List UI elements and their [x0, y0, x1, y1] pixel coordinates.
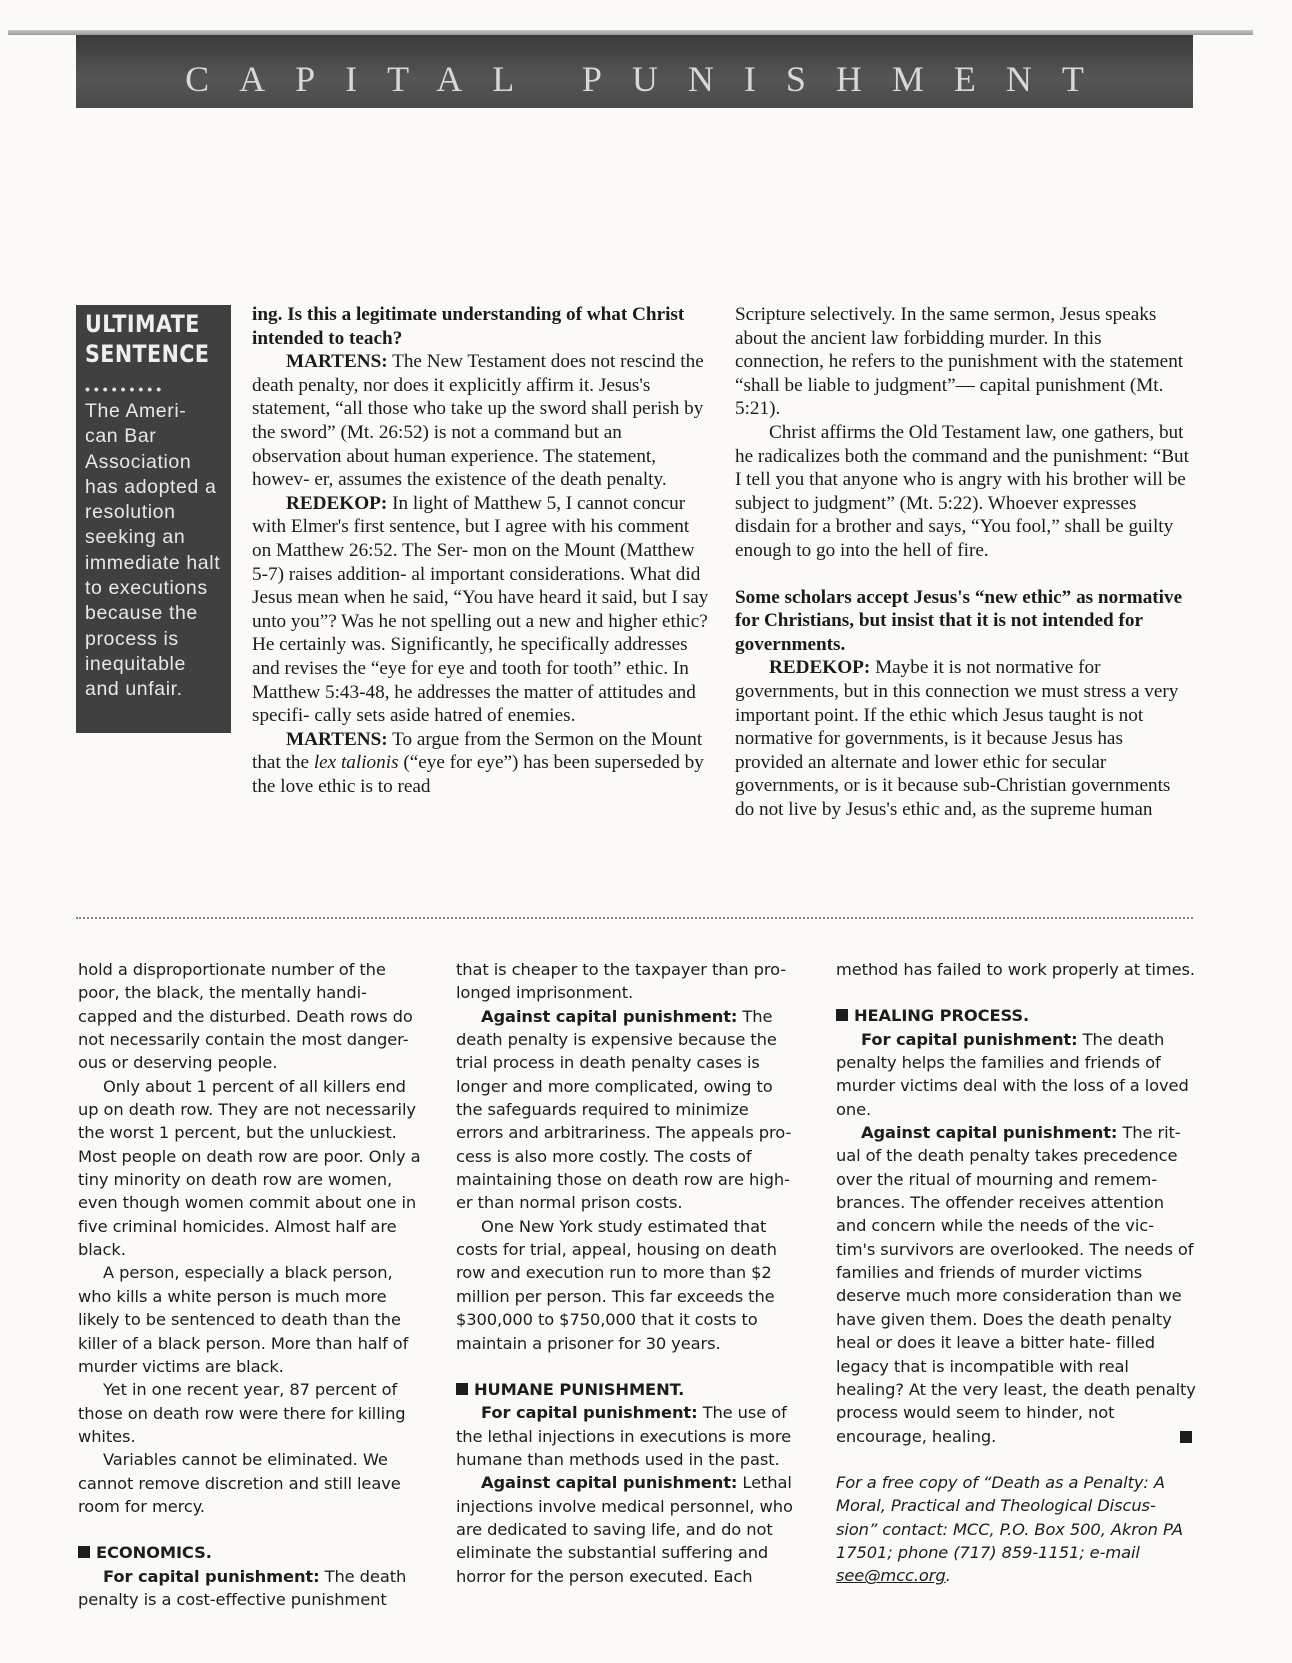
- latin-term: lex talionis: [313, 752, 399, 774]
- contact-note: [836, 1471, 1196, 1588]
- paragraph: One New York study estimated that costs for trial, appeal, housing on death row and execution run to more than $2 million per person. This far exceeds the $300,000 to $750,000 that it costs to maintain a prisoner for 30 years.: [456, 1216, 777, 1353]
- argument-text: The rit- ual of the death penalty takes precedence over the ritual of mourning and remem- brances. The offender receives attention and concern while the needs of the vic- tim's survivors are overlooked. The needs of families and friends of murder victims deserve much more consideration than we have given them. Does the death penalty heal or does it leave a bitter hate- filled legacy that is incompatible with real healing? At the very least, the death penalty process would seem to hinder, not encourage, healing.: [836, 1123, 1196, 1446]
- paragraph: [252, 728, 712, 799]
- square-bullet-icon: [456, 1383, 468, 1395]
- paragraph: A person, especially a black person, who kills a white person is much more likely to be sentenced to death than the killer of a black person. More than half of murder victims are black.: [78, 1263, 409, 1376]
- bottom-column-1: [78, 958, 430, 1611]
- paragraph: [836, 1121, 1196, 1448]
- answer-text: To argue from the Sermon on the Mount that the: [252, 728, 703, 774]
- answer-text: Maybe it is not normative for governments, but in this connection we must stress a very important point. If the ethic which Jesus taught is not normative for governments, is it because Jesus has provided an alternate and lower ethic for secular governments, or is it because sub-Christian governments do not live by Jesus's ethic and, as the supreme human: [735, 657, 1179, 820]
- paragraph: method has failed to work properly at times.: [836, 960, 1195, 979]
- paragraph: Yet in one recent year, 87 percent of those on death row were there for killing whites.: [78, 1380, 406, 1446]
- subhead-label: HEALING PROCESS.: [854, 1006, 1030, 1026]
- paragraph: Scripture selectively. In the same sermon, Jesus speaks about the ancient law forbidding murder. In this connection, he refers to the punishment with the statement “shall be liable to judgment”— capital punishment (Mt. 5:21).: [735, 304, 1184, 420]
- sidebar-dots: •••••••••: [85, 381, 166, 397]
- email-link[interactable]: see@mcc.org: [836, 1566, 946, 1586]
- for-label: For capital punishment:: [481, 1403, 698, 1423]
- argument-text: The use of the lethal injections in executions is more humane than methods used in the past.: [456, 1403, 792, 1469]
- end-mark-icon: [1180, 1431, 1192, 1443]
- for-label: For capital punishment:: [861, 1029, 1078, 1049]
- argument-text: The death penalty helps the families and friends of murder victims deal with the loss of a loved one.: [836, 1029, 1189, 1119]
- subhead-economics: [78, 1541, 430, 1564]
- sidebar-title-line1: ULTIMATE: [85, 310, 200, 338]
- speaker-name: MARTENS:: [286, 351, 388, 373]
- sidebar-title-line2: SENTENCE: [85, 340, 210, 368]
- bottom-column-3: [836, 958, 1196, 1588]
- square-bullet-icon: [78, 1546, 90, 1558]
- paragraph: [456, 1471, 801, 1588]
- argument-text: Lethal injections involve medical personnel, who are dedicated to saving life, and do not eliminate the substantial suffering and horror for the person executed. Each: [456, 1473, 793, 1586]
- argument-text: The death penalty is expensive because the trial process in death penalty cases is longer and more complicated, owing to the safeguards required to minimize errors and arbitrariness. The appeals pro- cess is also more costly. The costs of maintaining those on death row are high- er than normal prison costs.: [456, 1006, 792, 1213]
- argument-text: The death penalty is a cost-effective punishment: [78, 1566, 407, 1609]
- subhead-label: ECONOMICS.: [96, 1543, 212, 1563]
- subhead-humane: [456, 1378, 801, 1401]
- paragraph: that is cheaper to the taxpayer than pro- longed imprisonment.: [456, 960, 787, 1003]
- subhead-label: HUMANE PUNISHMENT.: [474, 1379, 685, 1399]
- section-banner: [76, 35, 1193, 108]
- paragraph: [456, 1401, 801, 1471]
- interview-column-1: [252, 303, 712, 798]
- against-label: Against capital punishment:: [861, 1123, 1118, 1143]
- speaker-name: REDEKOP:: [286, 492, 388, 514]
- against-label: Against capital punishment:: [481, 1006, 738, 1026]
- section-title: CAPITAL PUNISHMENT: [185, 59, 1114, 99]
- answer-text: The New Testament does not rescind the death penalty, nor does it explicitly affirm it. Jesus's statement, “all those who take up the sword shall perish by the sword” (Mt. 26:52) is not a command but an observation about human experience. The statement, howev- er, assumes the existence of the death penalty.: [252, 351, 704, 491]
- paragraph: [836, 1028, 1196, 1121]
- interview-column-2: [735, 303, 1193, 821]
- sidebar-text: The Ameri- can Bar Association has adopted a resolution seeking an immediate halt to executions because the process is inequitable and unfair.: [85, 400, 221, 701]
- for-label: For capital punishment:: [103, 1566, 320, 1586]
- question-text: ing. Is this a legitimate understanding of what Christ intended to teach?: [252, 304, 685, 349]
- sidebar-title: [85, 309, 231, 369]
- dotted-divider: [76, 917, 1193, 919]
- answer-text: (“eye for eye”) has been superseded by the love ethic is to read: [252, 752, 704, 797]
- note-end: .: [945, 1566, 951, 1586]
- paragraph: Only about 1 percent of all killers end up on death row. They are not necessarily the worst 1 percent, but the unluckiest. Most people on death row are poor. Only a tiny minority on death row are women, even though women commit about one in five criminal homicides. Almost half are black.: [78, 1076, 421, 1260]
- paragraph: [735, 656, 1193, 821]
- paragraph: [456, 1005, 801, 1215]
- paragraph: Christ affirms the Old Testament law, one gathers, but he radicalizes both the command and the punishment: “But I tell you that anyone who is angry with his brother will be subject to judgment” (Mt. 5:22). Whoever expresses disdain for a brother and says, “You fool,” shall be guilty enough to go into the hell of fire.: [735, 421, 1189, 561]
- note-text: For a free copy of “Death as a Penalty: A Moral, Practical and Theological Discus- sion” contact: MCC, P.O. Box 500, Akron PA 17501; phone (717) 859-1151; e-mail: [836, 1472, 1183, 1562]
- paragraph: Variables cannot be eliminated. We cannot remove discretion and still leave room for mercy.: [78, 1450, 401, 1516]
- speaker-name: REDEKOP:: [769, 657, 871, 679]
- bottom-column-2: [456, 958, 801, 1588]
- paragraph: [78, 1565, 430, 1612]
- speaker-name: MARTENS:: [286, 728, 388, 750]
- paragraph: hold a disproportionate number of the poor, the black, the mentally handi- capped and the disturbed. Death rows do not necessarily contain the most danger- ous or deserving people.: [78, 960, 413, 1073]
- against-label: Against capital punishment:: [481, 1473, 738, 1493]
- question-text: Some scholars accept Jesus's “new ethic” as normative for Christians, but insist that it is not intended for governments.: [735, 586, 1183, 655]
- square-bullet-icon: [836, 1009, 848, 1021]
- answer-text: In light of Matthew 5, I cannot concur with Elmer's first sentence, but I agree with his comment on Matthew 26:52. The Ser- mon on the Mount (Matthew 5-7) raises addition- al important considerations. What did Jesus mean when he said, “You have heard it said, but I say unto you”? Was he not spelling out a new and higher ethic? He certainly was. Significantly, he specifically addresses and revises the “eye for eye and tooth for tooth” ethic. In Matthew 5:43-48, he addresses the matter of attitudes and specifi- cally sets aside hatred of enemies.: [252, 492, 709, 727]
- paragraph: [252, 350, 712, 492]
- sidebar-box: [76, 305, 231, 733]
- subhead-healing: [836, 1004, 1196, 1027]
- paragraph: [252, 492, 712, 728]
